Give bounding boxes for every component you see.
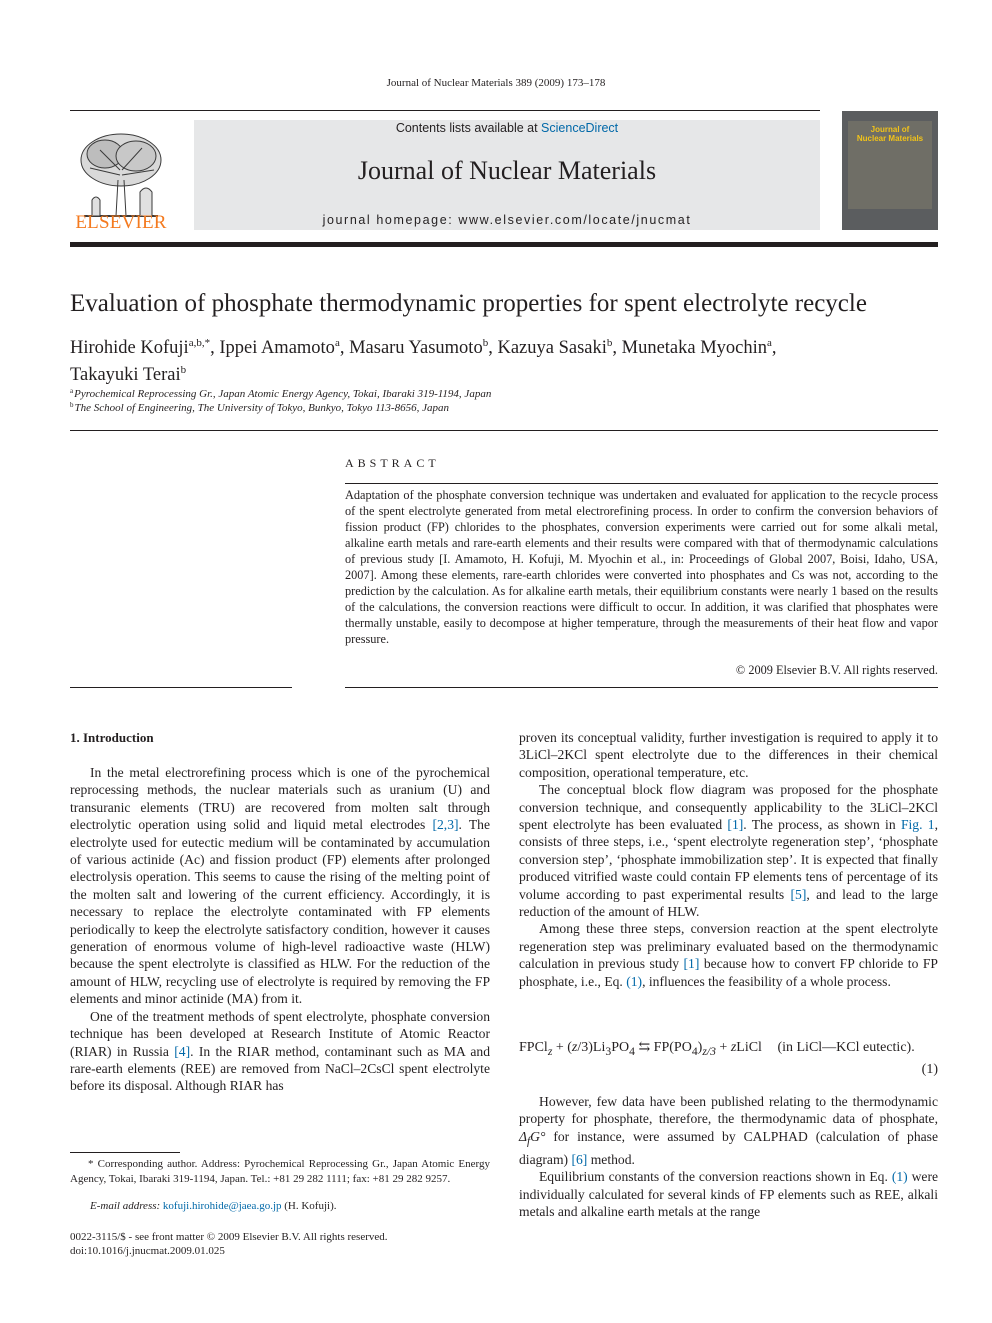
journal-cover-image <box>842 111 938 230</box>
citation-link[interactable]: [1] <box>683 956 700 972</box>
article-title: Evaluation of phosphate thermodynamic properties for spent electrolyte recycle <box>70 290 867 317</box>
affiliation-b: $^b$The School of Engineering, The University of Tokyo, Bunkyo, Tokyo 113-8656, Japan <box>70 401 449 414</box>
journal-name: Journal of Nuclear Materials <box>357 156 657 185</box>
sciencedirect-link[interactable]: ScienceDirect <box>541 121 619 135</box>
contents-prefix: Contents lists available at <box>395 121 542 135</box>
corresponding-author-footnote: * Corresponding author. Address: Pyrochemical Reprocessing Gr., Japan Atomic Energy Agency, Tokai, Ibaraki 319-1194, Japan. Tel.: +81 29 282 1111; fax: +81 29 282 9257. <box>70 1158 490 1185</box>
right-column-body-top <box>519 729 938 990</box>
author-list <box>70 332 930 386</box>
abstract-text: Adaptation of the phosphate conversion technique was undertaken and evaluated for application to the recycle process of the spent electrolyte generated from metal electrorefining process. In order to confirm the conversion behaviors of fission product (FP) chlorides to the phosphates, conversion experiments were carried out for some alkali metal, alkaline earth metals and rare-earth elements and their results were compared with that of thermodynamic calculations of previous study [I. Amamoto, H. Kofuji, M. Myochin et al., in: Proceedings of Global 2007, Boisi, Idaho, USA, 2007]. Among these elements, rare-earth chlorides were converted into phosphates and Cs was not, according to the prediction by the calculation. As for alkaline earth metals, their equilibrium constants were nearly 1 based on the results of the calculations, the conversion reactions were difficult to occur. In addition, it was clarified that phosphates were thermally unstable, easily to decompose at higher temperature, through the measurements of their heat flow and vapor pressure. <box>345 488 938 646</box>
equation-1: FPCl$_z$ + $(z/3)Li_3PO_4$ ⇆ $FP(PO_4)_{z/3}$ + zLiCl (in LiCl—KCl eutectic). <box>519 1040 915 1058</box>
paragraph: Equilibrium constants of the conversion reactions shown in Eq. (1) were individually calculated for several kinds of FP elements such as REE, alkali metals and alkaline earth metals at the range <box>519 1169 939 1220</box>
citation-link[interactable]: [1] <box>727 817 744 833</box>
paragraph: In the metal electrorefining process which is one of the pyrochemical reprocessing methods, the nuclear materials such as uranium (U) and transuranic elements (TRU) are recovered from molten salt through electrolytic operation using solid and liquid metal electrodes [2,3]. The electrolyte used for eutectic medium will be contaminated by accumulation of various actinide (Ac) and fission product (FP) elements after prolonged electrolysis operation. This seems to cause the rising of the melting point of the molten salt and lowering of the current efficiency. Accordingly, it is necessary to replace the electrolyte contaminated with FP elements periodically to keep the electrolyte satisfactory condition, however it causes generation of enormous volume of high-level radioactive waste (HLW) because the spent electrolyte is classified as HLW. For the reduction of the amount of HLW, recycling use of electrolyte is required by removing the FP elements and minor actinide (MA) from it. <box>70 765 491 1007</box>
doi-line[interactable]: doi:10.1016/j.jnucmat.2009.01.025 <box>70 1245 225 1257</box>
author: Takayuki Terai$^b$ <box>70 364 187 385</box>
journal-reference: Journal of Nuclear Materials 389 (2009) 173–178 <box>386 77 606 89</box>
affiliation-rule <box>70 430 938 431</box>
equation-link[interactable]: (1) <box>626 973 643 989</box>
cover-title-line1: Journal of <box>870 125 910 134</box>
paragraph: proven its conceptual validity, further investigation is required to apply it to 3LiCl–2KCl spent electrolyte due to the differences in their chemical composition, operational temperature, etc. <box>519 730 938 780</box>
left-column-body <box>70 764 490 1095</box>
author: Kazuya Sasaki$^b$, <box>497 337 622 358</box>
contents-line <box>194 121 820 135</box>
left-divider-rule <box>70 687 292 688</box>
paragraph: The conceptual block flow diagram was proposed for the phosphate conversion technique, and consequently applicability to the 3LiCl–2KCl spent electrolyte has been evaluated [1]. The process, as shown in Fig. 1, consists of three steps, i.e., ‘spent electrolyte regeneration step’, ‘phosphate conversion step’, ‘phosphate immobilization step’. It is expected that finally produced vitrified waste could contain FP elements tens of percentage of its volume according to past experimental results [5], and lead to the large reduction of the amount of HLW. <box>519 782 938 920</box>
equation-number: (1) <box>921 1062 938 1077</box>
author: Munetaka Myochin$^a$, <box>621 337 777 358</box>
journal-homepage[interactable]: journal homepage: www.elsevier.com/locate/jnucmat <box>322 213 692 227</box>
header-top-rule <box>70 110 820 111</box>
paragraph: One of the treatment methods of spent electrolyte, phosphate conversion technique has been developed at Research Institute of Atomic Reactor (RIAR) in Russia [4]. In the RIAR method, contaminant such as MA and rare-earth elements (REE) are removed from NaCl–2CsCl spent electrolyte before its disposal. Although RIAR has <box>70 1008 491 1094</box>
elsevier-wordmark: ELSEVIER <box>75 212 167 233</box>
abstract-heading: ABSTRACT <box>345 456 440 470</box>
figure-link[interactable]: Fig. 1 <box>900 817 935 833</box>
cover-title <box>848 125 932 143</box>
footnote-rule <box>70 1152 180 1153</box>
affiliation-a: $^a$Pyrochemical Reprocessing Gr., Japan Atomic Energy Agency, Tokai, Ibaraki 319-1194, Japan <box>70 387 492 400</box>
citation-link[interactable]: [4] <box>174 1043 191 1059</box>
cover-title-line2: Nuclear Materials <box>856 134 924 143</box>
email-footnote: E-mail address: kofuji.hirohide@jaea.go.jp (H. Kofuji). <box>90 1200 337 1212</box>
abstract-top-rule <box>345 483 938 484</box>
header-thick-rule <box>70 242 938 247</box>
section-heading-introduction: 1. Introduction <box>70 730 154 745</box>
abstract-copyright: © 2009 Elsevier B.V. All rights reserved. <box>735 663 938 677</box>
author: Ippei Amamoto$^a$, <box>219 337 350 358</box>
author: Masaru Yasumoto$^b$, <box>349 337 498 358</box>
citation-link[interactable]: [5] <box>790 886 807 902</box>
paragraph: However, few data have been published relating to the thermodynamic property for phosphate, therefore, the thermodynamic data of phosphate, $\Delta_fG^\circ$ for instance, were assumed by CALPHAD (calculation of phase diagram) [6] method. <box>519 1094 938 1167</box>
citation-link[interactable]: [2,3] <box>432 817 459 833</box>
email-link[interactable]: kofuji.hirohide@jaea.go.jp <box>162 1200 282 1212</box>
equation-link[interactable]: (1) <box>891 1169 908 1185</box>
issn-line: 0022-3115/$ - see front matter © 2009 Elsevier B.V. All rights reserved. <box>70 1231 388 1243</box>
right-column-body-bottom <box>519 1093 938 1221</box>
paragraph: Among these three steps, conversion reaction at the spent electrolyte regeneration step was preliminary evaluated based on the thermodynamic calculation in previous study [1] because how to convert FP chloride to FP phosphate, i.e., Eq. (1), influences the feasibility of a whole process. <box>519 921 938 989</box>
citation-link[interactable]: [6] <box>571 1151 588 1167</box>
abstract-bottom-rule <box>345 687 938 688</box>
author: Hirohide Kofuji$^{a,b,*}$, <box>70 337 220 358</box>
